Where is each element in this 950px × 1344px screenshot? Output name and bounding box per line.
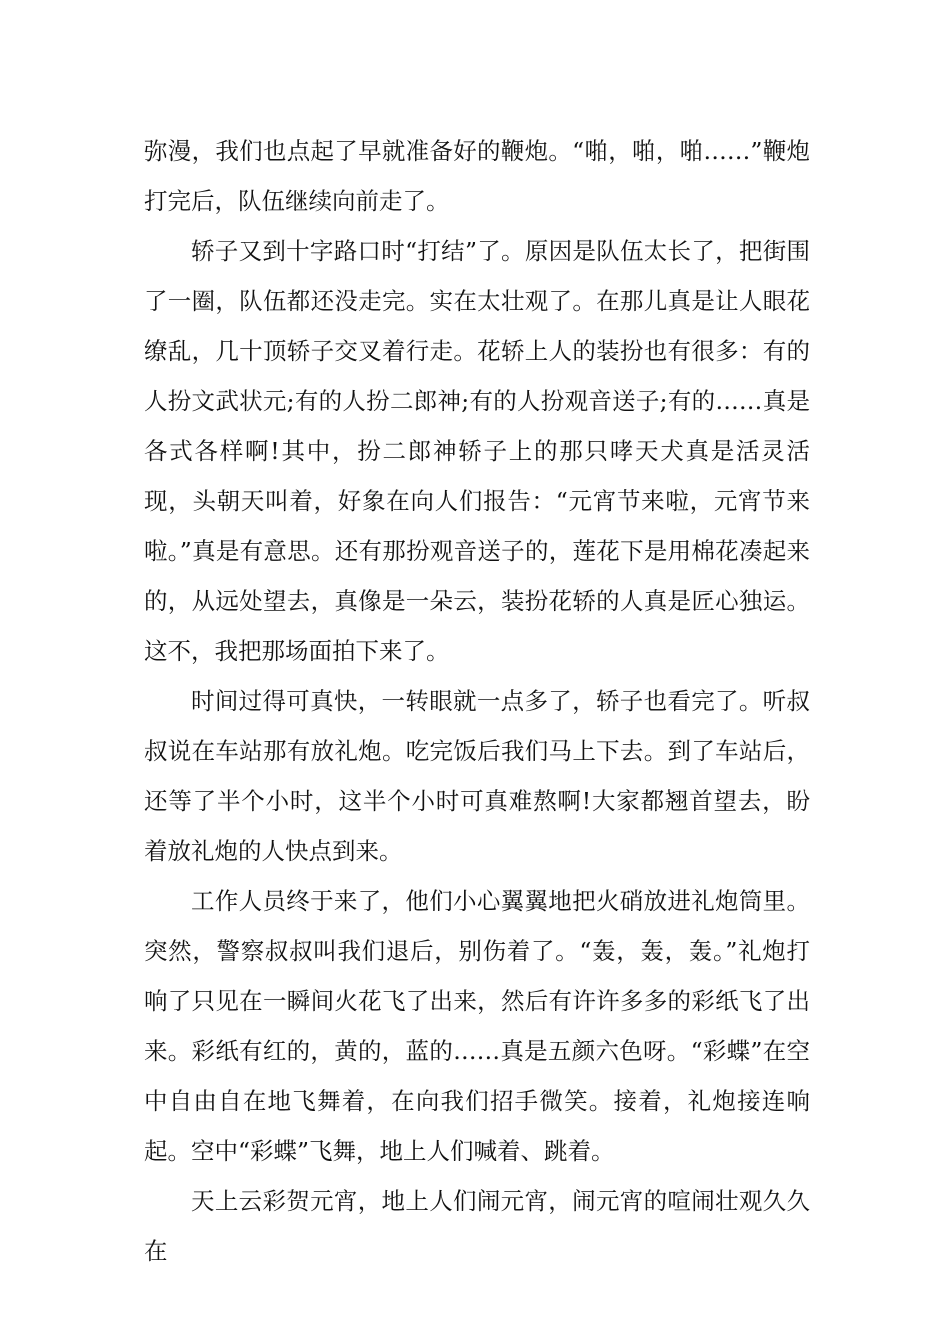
paragraph-4: 工作人员终于来了，他们小心翼翼地把火硝放进礼炮筒里。突然，警察叔叔叫我们退后，别伤着了。“轰，轰，轰。”礼炮打响了只见在一瞬间火花飞了出来，然后有许许多多的彩纸飞了出来。彩纸有红的，黄的，蓝的……真是五颜六色呀。“彩蝶”在空中自由自在地飞舞着，在向我们招手微笑。接着，礼炮接连响起。空中“彩蝶”飞舞，地上人们喊着、跳着。 (144, 887, 810, 1165)
paragraph-2: 轿子又到十字路口时“打结”了。原因是队伍太长了，把街围了一圈，队伍都还没走完。实在太壮观了。在那儿真是让人眼花缭乱，几十顶轿子交叉着行走。花轿上人的装扮也有很多：有的人扮文武状元;有的人扮二郎神;有的人扮观音送子;有的……真是各式各样啊!其中，扮二郎神轿子上的那只哮天犬真是活灵活现，头朝天叫着，好象在向人们报告：“元宵节来啦，元宵节来啦。”真是有意思。还有那扮观音送子的，莲花下是用棉花凑起来的，从远处望去，真像是一朵云，装扮花轿的人真是匠心独运。这不，我把那场面拍下来了。 (144, 237, 810, 665)
paragraph-1: 弥漫，我们也点起了早就准备好的鞭炮。“啪，啪，啪……”鞭炮打完后，队伍继续向前走了。 (144, 137, 810, 215)
paragraph-5: 天上云彩贺元宵，地上人们闹元宵，闹元宵的喧闹壮观久久在 (144, 1187, 810, 1265)
paragraph-3: 时间过得可真快，一转眼就一点多了，轿子也看完了。听叔叔说在车站那有放礼炮。吃完饭后我们马上下去。到了车站后，还等了半个小时，这半个小时可真难熬啊!大家都翘首望去，盼着放礼炮的人快点到来。 (144, 687, 810, 865)
document-page (144, 126, 810, 1276)
